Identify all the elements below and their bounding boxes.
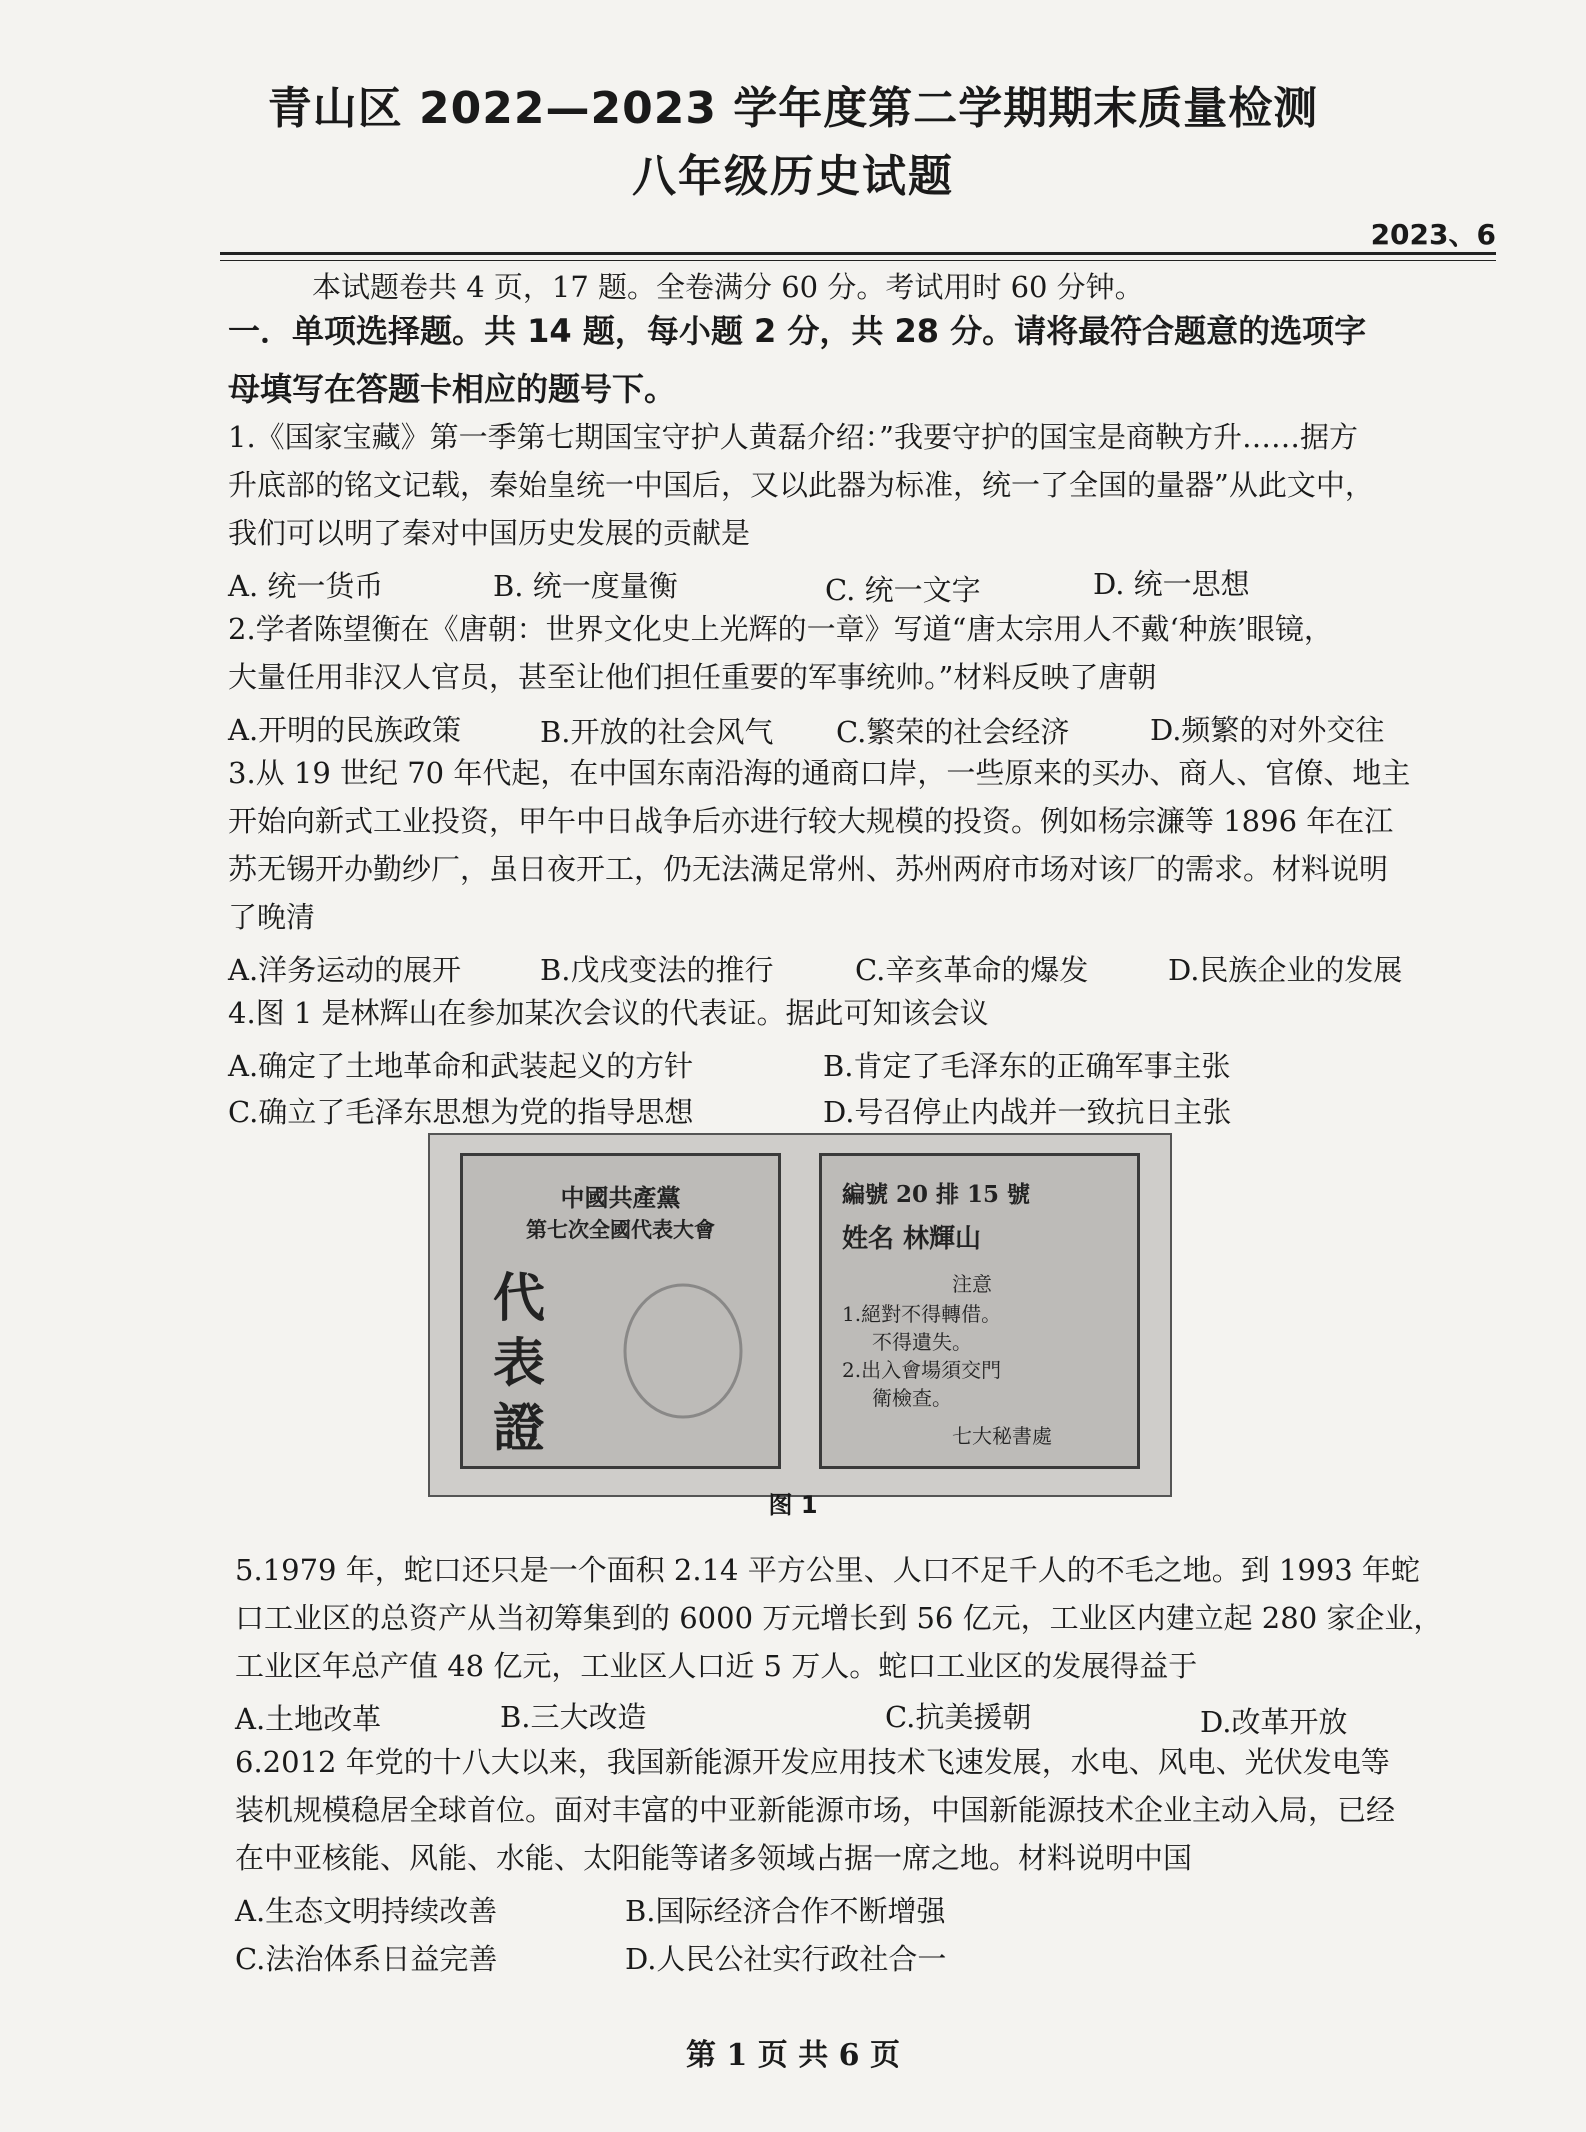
q5-option-d[interactable]: D.改革开放 [1200, 1705, 1348, 1739]
q4-option-c[interactable]: C.确立了毛泽东思想为党的指导思想 [228, 1095, 694, 1129]
exam-title: 青山区 2022—2023 学年度第二学期期末质量检测 [267, 83, 1319, 134]
figure-caption: 图 1 [768, 1491, 818, 1519]
section-heading-line2: 母填写在答题卡相应的题号下。 [228, 370, 677, 408]
card-notice-1: 1.絕對不得轉借。 [842, 1302, 1002, 1326]
q1-line2: 升底部的铭文记载，秦始皇统一中国后，又以此器为标准，统一了全国的量器”从此文中， [228, 468, 1374, 502]
card-cover-char-3: 證 [493, 1398, 546, 1459]
card-number: 編號 20 排 15 號 [842, 1181, 1031, 1208]
figure-delegate-card-photo [428, 1133, 1172, 1497]
q6-option-c[interactable]: C.法治体系日益完善 [235, 1942, 498, 1976]
q3-option-a[interactable]: A.洋务运动的展开 [228, 953, 462, 987]
q6-option-d[interactable]: D.人民公社实行政社合一 [625, 1942, 947, 1976]
card-notice-1b: 不得遺失。 [872, 1330, 972, 1354]
q3-line2: 开始向新式工业投资，甲午中日战争后亦进行较大规模的投资。例如杨宗濂等 1896 年在江 [228, 804, 1394, 838]
card-name: 姓名 林輝山 [842, 1224, 982, 1254]
q2-option-b[interactable]: B.开放的社会风气 [540, 715, 774, 749]
card-notice-2: 2.出入會場須交門 [842, 1358, 1002, 1382]
q3-option-c[interactable]: C.辛亥革命的爆发 [855, 953, 1089, 987]
q1-option-b[interactable]: B. 统一度量衡 [493, 569, 678, 603]
q2-option-d[interactable]: D.频繁的对外交往 [1150, 713, 1385, 747]
q1-option-a[interactable]: A. 统一货币 [228, 569, 384, 603]
card-cover-line1: 中國共產黨 [560, 1184, 681, 1212]
q3-line1: 3.从 19 世纪 70 年代起，在中国东南沿海的通商口岸，一些原来的买办、商人、官僚、地主 [228, 756, 1411, 790]
q6-line3: 在中亚核能、风能、水能、太阳能等诸多领域占据一席之地。材料说明中国 [235, 1841, 1193, 1875]
q2-line1: 2.学者陈望衡在《唐朝：世界文化史上光辉的一章》写道“唐太宗用人不戴‘种族’眼镜， [228, 612, 1333, 646]
section-heading-line1: 一．单项选择题。共 14 题，每小题 2 分，共 28 分。请将最符合题意的选项字 [228, 312, 1367, 350]
q5-line2: 口工业区的总资产从当初筹集到的 6000 万元增长到 56 亿元，工业区内建立起 280 家企业， [235, 1601, 1443, 1635]
header-rule-thick [220, 252, 1496, 255]
q5-option-a[interactable]: A.土地改革 [235, 1702, 382, 1736]
q2-option-a[interactable]: A.开明的民族政策 [228, 713, 462, 747]
card-cover-char-2: 表 [493, 1333, 546, 1394]
card-cover-char-1: 代 [493, 1268, 546, 1329]
stamp-mark-icon [613, 1276, 753, 1426]
card-cover-line2: 第七次全國代表大會 [526, 1218, 715, 1242]
q4-line1: 4.图 1 是林辉山在参加某次会议的代表证。据此可知该会议 [228, 996, 989, 1030]
q6-option-a[interactable]: A.生态文明持续改善 [235, 1894, 498, 1928]
delegate-card-info [819, 1153, 1140, 1469]
q5-option-c[interactable]: C.抗美援朝 [885, 1700, 1032, 1734]
q3-option-b[interactable]: B.戊戌变法的推行 [540, 953, 774, 987]
q4-option-d[interactable]: D.号召停止内战并一致抗日主张 [823, 1095, 1232, 1129]
q6-option-b[interactable]: B.国际经济合作不断增强 [625, 1894, 946, 1928]
q1-option-c[interactable]: C. 统一文字 [825, 573, 981, 607]
page-footer: 第 1 页 共 6 页 [686, 2038, 900, 2073]
q1-option-d[interactable]: D. 统一思想 [1093, 567, 1250, 601]
q6-line2: 装机规模稳居全球首位。面对丰富的中亚新能源市场，中国新能源技术企业主动入局，已经 [235, 1793, 1396, 1827]
card-notice-title: 注意 [952, 1272, 992, 1296]
exam-subtitle: 八年级历史试题 [632, 151, 954, 202]
q1-line3: 我们可以明了秦对中国历史发展的贡献是 [228, 516, 751, 550]
delegate-card-cover [460, 1153, 781, 1469]
exam-date: 2023、6 [1370, 218, 1496, 251]
q3-line3: 苏无锡开办勤纱厂，虽日夜开工，仍无法满足常州、苏州两府市场对该厂的需求。材料说明 [228, 852, 1389, 886]
q6-line1: 6.2012 年党的十八大以来，我国新能源开发应用技术飞速发展，水电、风电、光伏发电等 [235, 1745, 1390, 1779]
q3-option-d[interactable]: D.民族企业的发展 [1168, 953, 1403, 987]
q2-option-c[interactable]: C.繁荣的社会经济 [836, 715, 1070, 749]
header-rule-thin [220, 260, 1496, 261]
card-issuer: 七大秘書處 [952, 1424, 1052, 1448]
q4-option-a[interactable]: A.确定了土地革命和武装起义的方针 [228, 1049, 694, 1083]
q1-line1: 1.《国家宝藏》第一季第七期国宝守护人黄磊介绍：”我要守护的国宝是商鞅方升……据方 [228, 420, 1358, 454]
card-notice-2b: 衛檢查。 [872, 1386, 952, 1410]
q5-line1: 5.1979 年，蛇口还只是一个面积 2.14 平方公里、人口不足千人的不毛之地。到 1993 年蛇 [235, 1553, 1420, 1587]
exam-intro: 本试题卷共 4 页，17 题。全卷满分 60 分。考试用时 60 分钟。 [312, 270, 1144, 304]
q3-line4: 了晚清 [228, 900, 316, 934]
q2-line2: 大量任用非汉人官员，甚至让他们担任重要的军事统帅。”材料反映了唐朝 [228, 660, 1157, 694]
q5-option-b[interactable]: B.三大改造 [500, 1700, 647, 1734]
q5-line3: 工业区年总产值 48 亿元，工业区人口近 5 万人。蛇口工业区的发展得益于 [235, 1649, 1198, 1683]
q4-option-b[interactable]: B.肯定了毛泽东的正确军事主张 [823, 1049, 1231, 1083]
